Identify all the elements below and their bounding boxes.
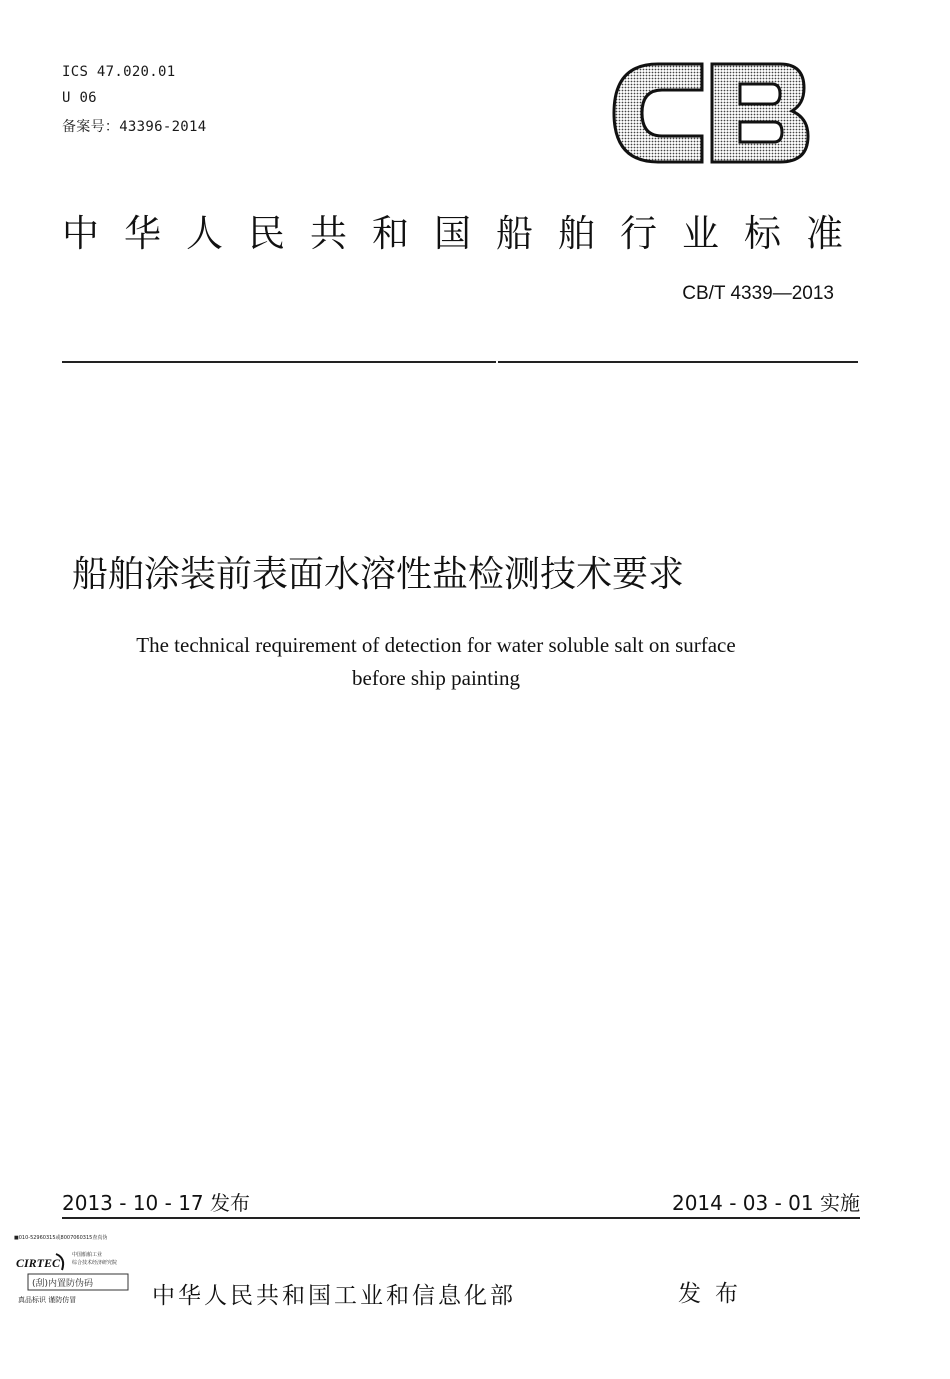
label-footer: 真品标识 谨防仿冒 — [18, 1296, 77, 1304]
label-serial: ■010-52960315或8007060315查真伪 — [14, 1235, 108, 1241]
anticounterfeit-label — [12, 1230, 136, 1310]
ccs-code: U 06 — [62, 90, 97, 106]
publish-label: 发布 — [678, 1281, 752, 1307]
label-org-line1: 中国船舶工业 — [72, 1252, 103, 1258]
publisher: 中华人民共和国工业和信息化部 — [152, 1283, 516, 1309]
ics-code: ICS 47.020.01 — [62, 64, 176, 80]
organization-title: 中华人民共和国船舶行业标准 — [62, 212, 868, 255]
label-brand: CIRTEC — [16, 1256, 61, 1270]
cb-logo — [612, 62, 812, 164]
standard-number: CB/T 4339—2013 — [682, 283, 834, 304]
footer-rule — [62, 1217, 860, 1219]
header-rule-left — [62, 361, 496, 363]
implement-date: 2014 - 03 - 01 实施 — [671, 1191, 860, 1215]
label-scratch-code: (刮)内置防伪码 — [32, 1279, 94, 1289]
title-english-line1: The technical requirement of detection for water soluble salt on surface — [136, 633, 736, 657]
issue-date: 2013 - 10 - 17 发布 — [62, 1191, 251, 1215]
title-chinese: 船舶涂装前表面水溶性盐检测技术要求 — [72, 554, 685, 595]
header-rule-right — [498, 361, 858, 363]
title-english-line2: before ship painting — [352, 666, 520, 690]
label-org-line2: 综合技术经济研究院 — [72, 1260, 118, 1266]
record-number: 备案号：43396-2014 — [62, 119, 207, 135]
logo-text: CB — [612, 62, 614, 63]
